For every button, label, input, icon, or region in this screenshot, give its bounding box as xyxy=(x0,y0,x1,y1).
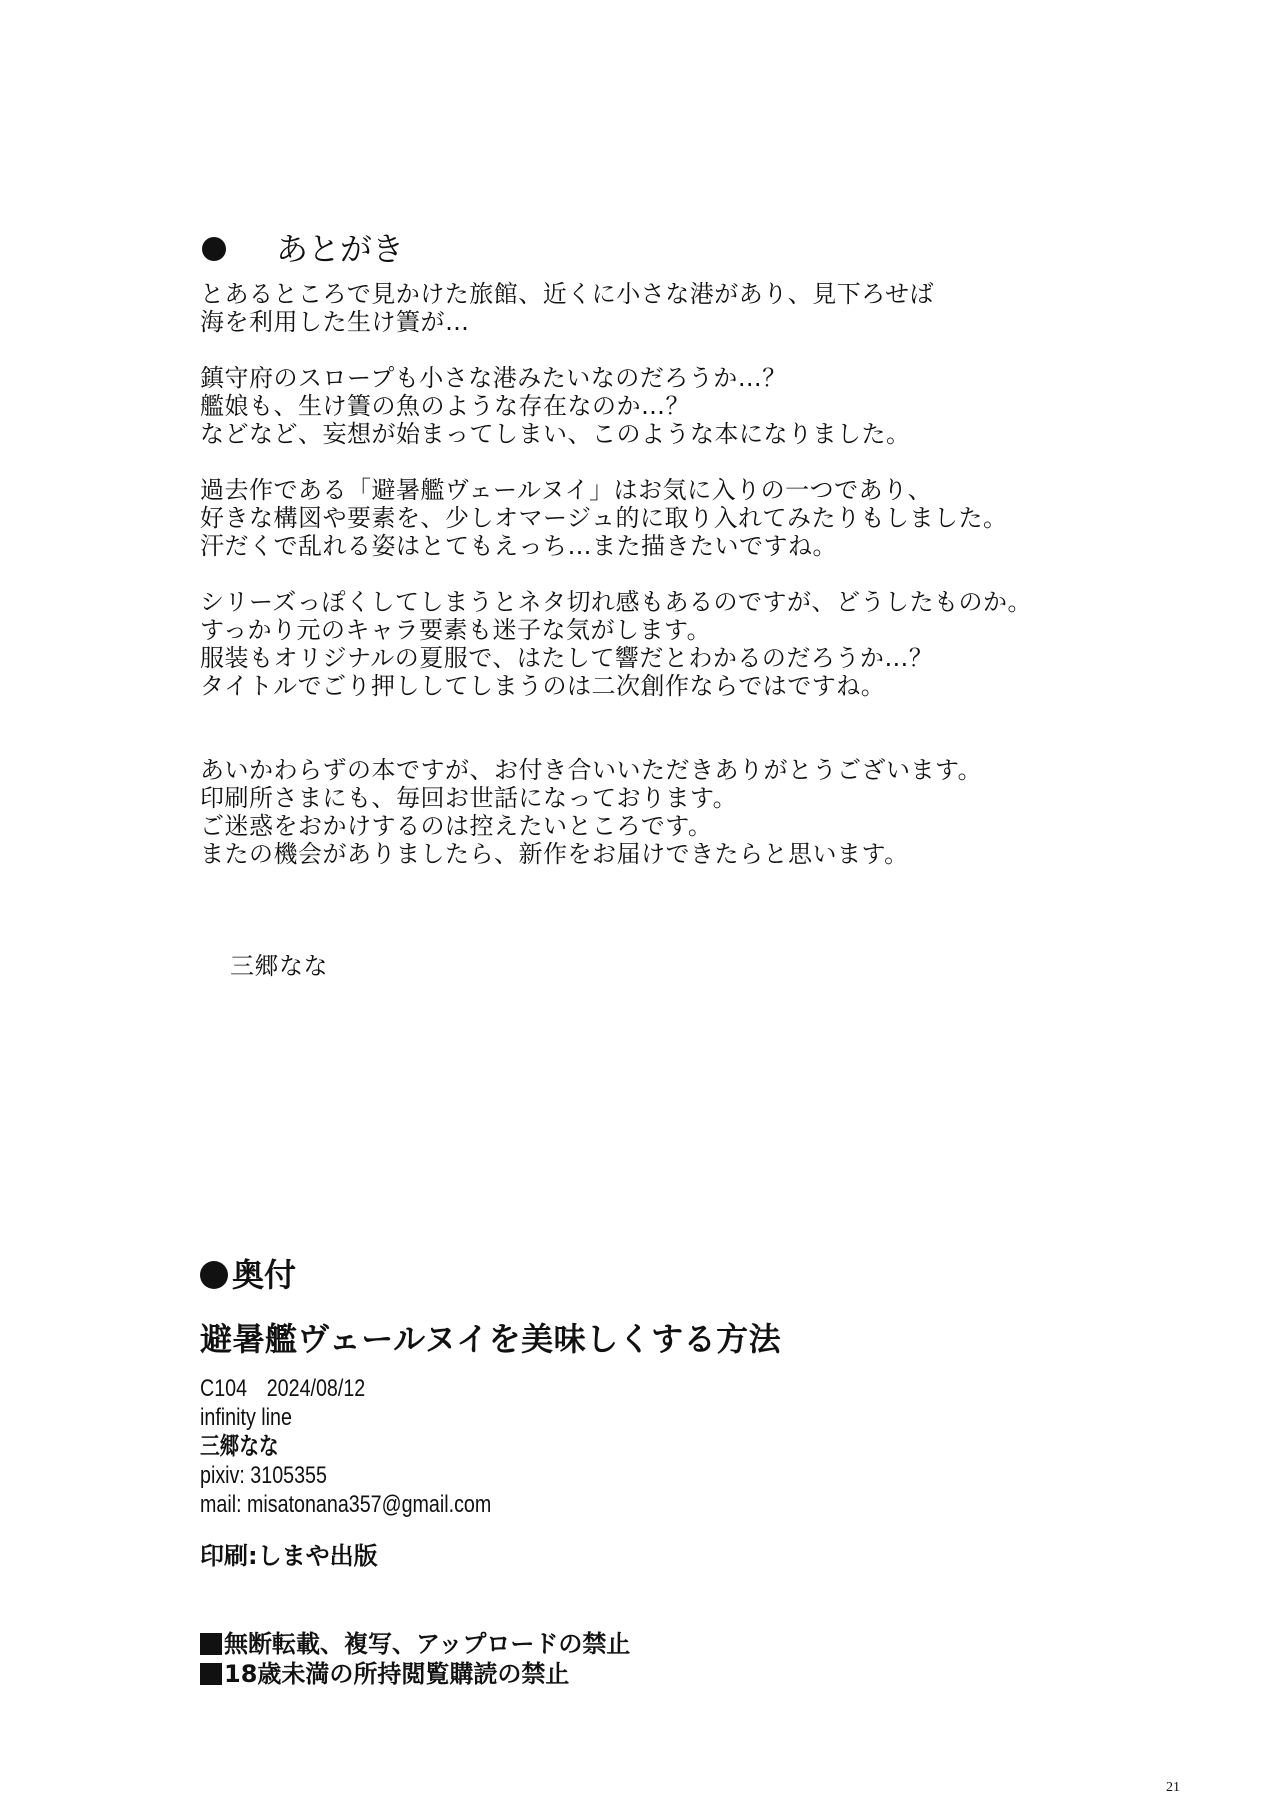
prohibition-text: 無断転載、複写、アップロードの禁止 xyxy=(224,1630,631,1658)
text-line: 印刷所さまにも、毎回お世話になっております。 xyxy=(200,784,738,812)
author-name: 三郷なな xyxy=(200,1432,279,1460)
colophon-section xyxy=(200,1254,1200,1689)
text-line: などなど、妄想が始まってしまい、このような本になりました。 xyxy=(200,420,911,448)
text-line: またの機会がありましたら、新作をお届けできたらと思います。 xyxy=(200,840,909,868)
text-line: 海を利用した生け簀が… xyxy=(200,308,470,336)
prohibition-text: 18歳未満の所持閲覧購読の禁止 xyxy=(224,1660,570,1688)
square-bullet-icon xyxy=(200,1663,222,1685)
text-line: 過去作である「避暑艦ヴェールヌイ」はお気に入りの一つであり、 xyxy=(200,476,933,504)
text-line: すっかり元のキャラ要素も迷子な気がします。 xyxy=(200,616,712,644)
book-title: 避暑艦ヴェールヌイを美味しくする方法 xyxy=(200,1320,782,1358)
prohibition-item xyxy=(200,1659,1200,1689)
text-line: とあるところで見かけた旅館、近くに小さな港があり、見下ろせば xyxy=(200,280,935,308)
bullet-icon xyxy=(202,237,226,261)
afterword-paragraph xyxy=(200,476,1200,560)
mail-address: mail: misatonana357@gmail.com xyxy=(200,1491,492,1518)
text-line: 汗だくで乱れる姿はとてもえっち…また描きたいですね。 xyxy=(200,532,837,560)
bullet-icon xyxy=(200,1261,228,1289)
colophon-heading-text: 奥付 xyxy=(232,1256,297,1294)
author-signature: 三郷なな xyxy=(230,952,328,980)
afterword-paragraph xyxy=(200,364,1200,448)
circle-name: infinity line xyxy=(200,1404,292,1431)
afterword-section xyxy=(200,226,1200,980)
text-line: 好きな構図や要素を、少しオマージュ的に取り入れてみたりもしました。 xyxy=(200,504,1008,532)
text-line: シリーズっぽくしてしまうとネタ切れ感もあるのですが、どうしたものか。 xyxy=(200,588,1033,616)
afterword-heading-text: あとがき xyxy=(276,230,405,268)
text-line: あいかわらずの本ですが、お付き合いいただきありがとうございます。 xyxy=(200,756,983,784)
text-line: 鎮守府のスロープも小さな港みたいなのだろうか…？ xyxy=(200,364,787,392)
afterword-paragraph xyxy=(200,588,1200,700)
text-line: ご迷惑をおかけするのは控えたいところです。 xyxy=(200,812,713,840)
text-line: 服装もオリジナルの夏服で、はたして響だとわかるのだろうか…？ xyxy=(200,644,934,672)
colophon-heading xyxy=(200,1254,1200,1296)
publication-info xyxy=(200,1374,1020,1519)
afterword-paragraph xyxy=(200,280,1200,336)
printer-info: 印刷:しまや出版 xyxy=(200,1542,378,1570)
pixiv-id: pixiv: 3105355 xyxy=(200,1462,327,1489)
event-date: C104 2024/08/12 xyxy=(200,1375,366,1402)
page-number: 21 xyxy=(1166,1780,1180,1795)
prohibition-notices xyxy=(200,1629,1200,1689)
text-line: タイトルでごり押ししてしまうのは二次創作ならではですね。 xyxy=(200,672,886,700)
prohibition-item xyxy=(200,1629,1200,1659)
afterword-paragraph xyxy=(200,756,1200,868)
square-bullet-icon xyxy=(200,1633,222,1655)
text-line: 艦娘も、生け簀の魚のような存在なのか…？ xyxy=(200,392,690,420)
afterword-heading xyxy=(200,226,1200,272)
